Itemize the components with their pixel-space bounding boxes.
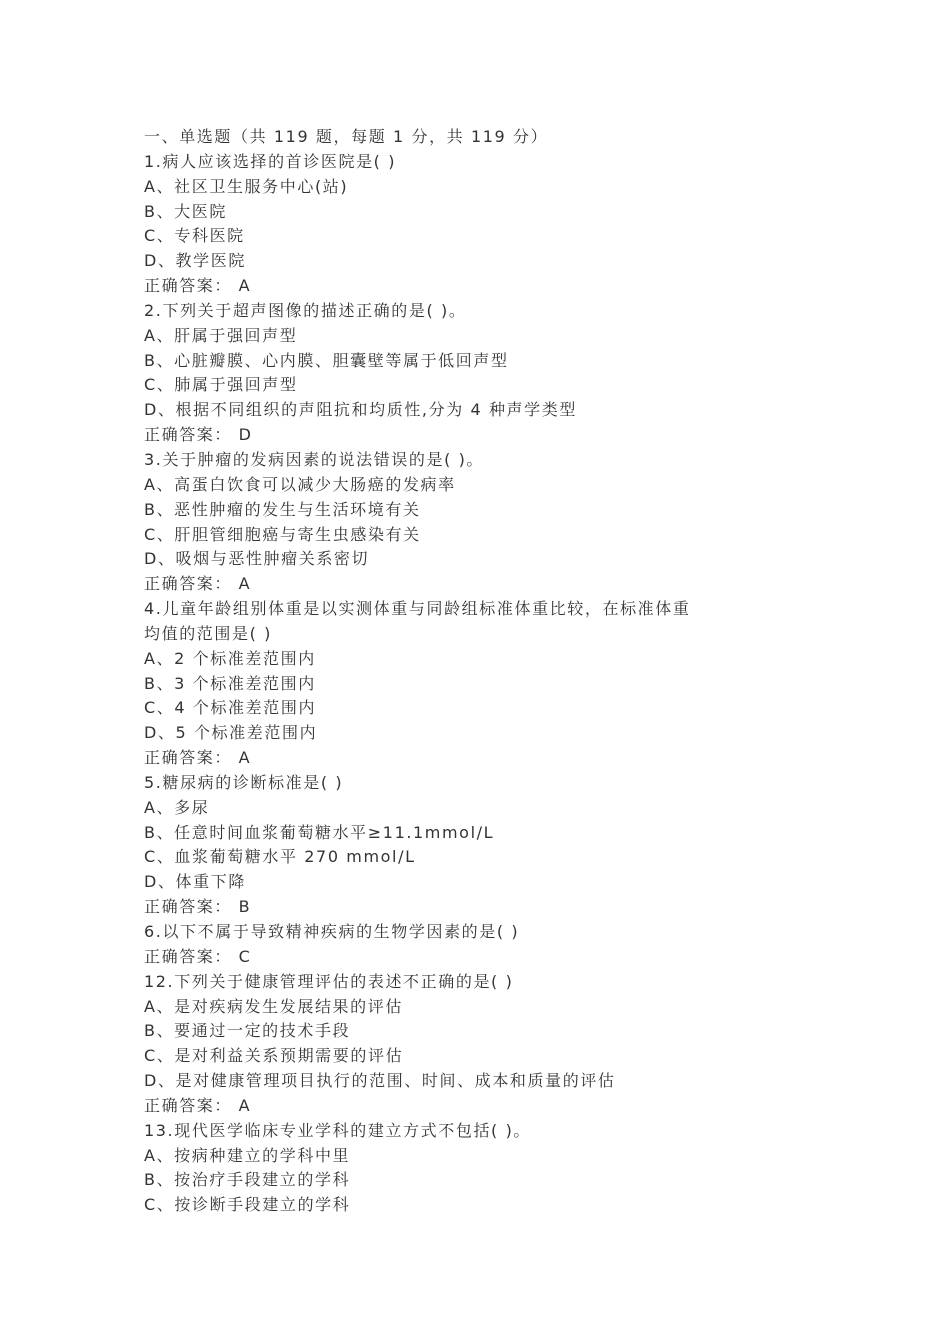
question-stem: 6.以下不属于导致精神疾病的生物学因素的是( ) [144,922,520,941]
correct-answer: 正确答案： A [144,748,252,768]
correct-answer: 正确答案： C [144,946,252,966]
document-page [144,125,784,1218]
correct-answer: 正确答案： B [144,897,252,917]
question-stem: 12.下列关于健康管理评估的表述不正确的是( ) [144,971,514,991]
option-b: B、恶性肿瘤的发生与生活环境有关 [144,499,421,519]
question-stem-line-1: 4.儿童年龄组别体重是以实测体重与同龄组标准体重比较，在标准体重 [144,599,691,619]
option-d: D、吸烟与恶性肿瘤关系密切 [144,549,370,569]
option-b: B、按治疗手段建立的学科 [144,1170,351,1190]
question-stem: 1.病人应该选择的首诊医院是( ) [144,151,397,171]
option-d: D、根据不同组织的声阻抗和均质性,分为 4 种声学类型 [144,400,577,420]
option-a: A、肝属于强回声型 [144,325,298,345]
option-a: A、2 个标准差范围内 [144,648,316,668]
option-c: C、血浆葡萄糖水平 270 mmol/L [144,847,416,867]
option-b: B、要通过一定的技术手段 [144,1021,351,1041]
question-stem: 13.现代医学临床专业学科的建立方式不包括( )。 [144,1120,532,1140]
question-12 [144,970,784,1119]
question-5 [144,771,784,920]
question-3 [144,448,784,597]
option-a: A、是对疾病发生发展结果的评估 [144,996,403,1016]
question-1 [144,150,784,299]
question-stem: 5.糖尿病的诊断标准是( ) [144,772,344,792]
option-c: C、按诊断手段建立的学科 [144,1195,351,1215]
option-a: A、社区卫生服务中心(站) [144,176,349,196]
question-4 [144,597,784,771]
question-stem: 2.下列关于超声图像的描述正确的是( )。 [144,300,467,320]
option-b: B、任意时间血浆葡萄糖水平≥11.1mmol/L [144,822,495,842]
option-c: C、肺属于强回声型 [144,375,298,395]
option-b: B、大医院 [144,201,227,221]
option-d: D、教学医院 [144,251,246,271]
option-b: B、3 个标准差范围内 [144,673,316,693]
question-stem: 3.关于肿瘤的发病因素的说法错误的是( )。 [144,449,485,469]
option-a: A、按病种建立的学科中里 [144,1145,351,1165]
option-a: A、高蛋白饮食可以减少大肠癌的发病率 [144,474,456,494]
question-2 [144,299,784,448]
correct-answer: 正确答案： A [144,276,252,296]
option-d: D、是对健康管理项目执行的范围、时间、成本和质量的评估 [144,1071,616,1091]
question-13 [144,1119,784,1218]
option-c: C、肝胆管细胞癌与寄生虫感染有关 [144,524,421,544]
correct-answer: 正确答案： A [144,1095,252,1115]
question-6 [144,920,784,970]
option-c: C、是对利益关系预期需要的评估 [144,1046,404,1066]
option-a: A、多尿 [144,797,210,817]
option-c: C、4 个标准差范围内 [144,698,317,718]
option-b: B、心脏瓣膜、心内膜、胆囊壁等属于低回声型 [144,350,509,370]
section-title: 一、单选题（共 119 题，每题 1 分，共 119 分） [144,127,549,146]
correct-answer: 正确答案： A [144,574,252,594]
option-c: C、专科医院 [144,226,245,246]
option-d: D、5 个标准差范围内 [144,723,318,743]
question-stem-line-2: 均值的范围是( ) [144,623,272,643]
correct-answer: 正确答案： D [144,425,253,445]
option-d: D、体重下降 [144,872,246,892]
